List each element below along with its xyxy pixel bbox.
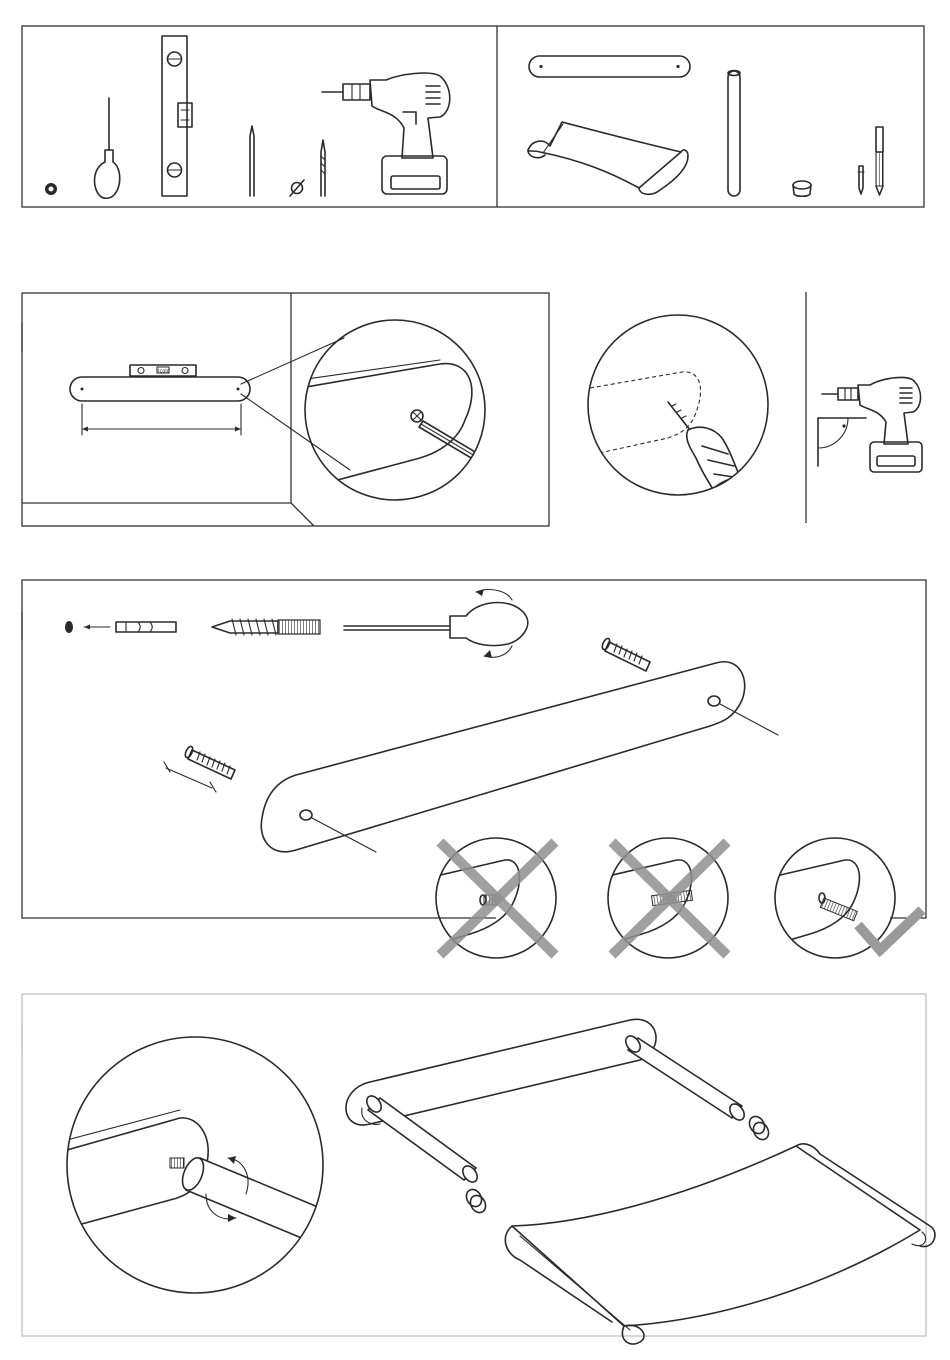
protrusion-dimension (164, 762, 216, 792)
plug-screw-insertion-row (65, 589, 528, 658)
depth-example-correct (775, 838, 922, 958)
screw-icon (212, 619, 320, 635)
pencil-icon (250, 126, 254, 196)
depth-example-too-short (436, 838, 556, 958)
shelf-assembly-exploded (346, 1019, 935, 1344)
shelf (505, 1144, 935, 1344)
wall-plug-part (858, 166, 864, 194)
rod-attachment-zoom (67, 1037, 330, 1293)
cordless-drill-icon (322, 73, 450, 194)
drill-perpendicular-icon (818, 378, 922, 472)
support-rod-part (728, 71, 740, 197)
assembly-panel (22, 994, 935, 1344)
pencil-marking-zoom (300, 320, 492, 500)
hole-spacing-dimension (82, 404, 241, 435)
bracket-positioning-view (70, 338, 350, 470)
screwdriver-icon (95, 98, 120, 198)
wall-plug-icon (116, 622, 176, 632)
shelf-part (528, 122, 688, 194)
mounted-bracket (164, 637, 778, 852)
end-cap-right (746, 1114, 771, 1143)
spirit-level-icon (162, 36, 192, 196)
screw-part (876, 127, 883, 195)
fixing-panel (22, 580, 926, 958)
mark-and-drill-panel (22, 292, 922, 526)
bracket-screw-right (601, 637, 650, 671)
end-cap-part (793, 181, 811, 196)
support-rod-right (623, 1033, 747, 1123)
depth-example-too-long (608, 838, 728, 958)
tools-and-parts-panel (22, 26, 924, 207)
level-brand-label: Icolo (158, 368, 170, 375)
drill-bit-diameter-icon (290, 180, 304, 196)
end-cap-left (463, 1187, 488, 1216)
screwdriver-icon (344, 589, 528, 658)
wall-bracket-part (529, 56, 690, 77)
drill-bit-icon (321, 140, 325, 196)
included-parts (528, 56, 883, 196)
correct-check-mark (858, 910, 922, 950)
spirit-level-icon (130, 365, 196, 376)
drilling-zoom (588, 315, 770, 500)
bracket-screw-left (184, 745, 235, 779)
required-tools (45, 36, 450, 198)
allen-key-icon (45, 183, 57, 195)
